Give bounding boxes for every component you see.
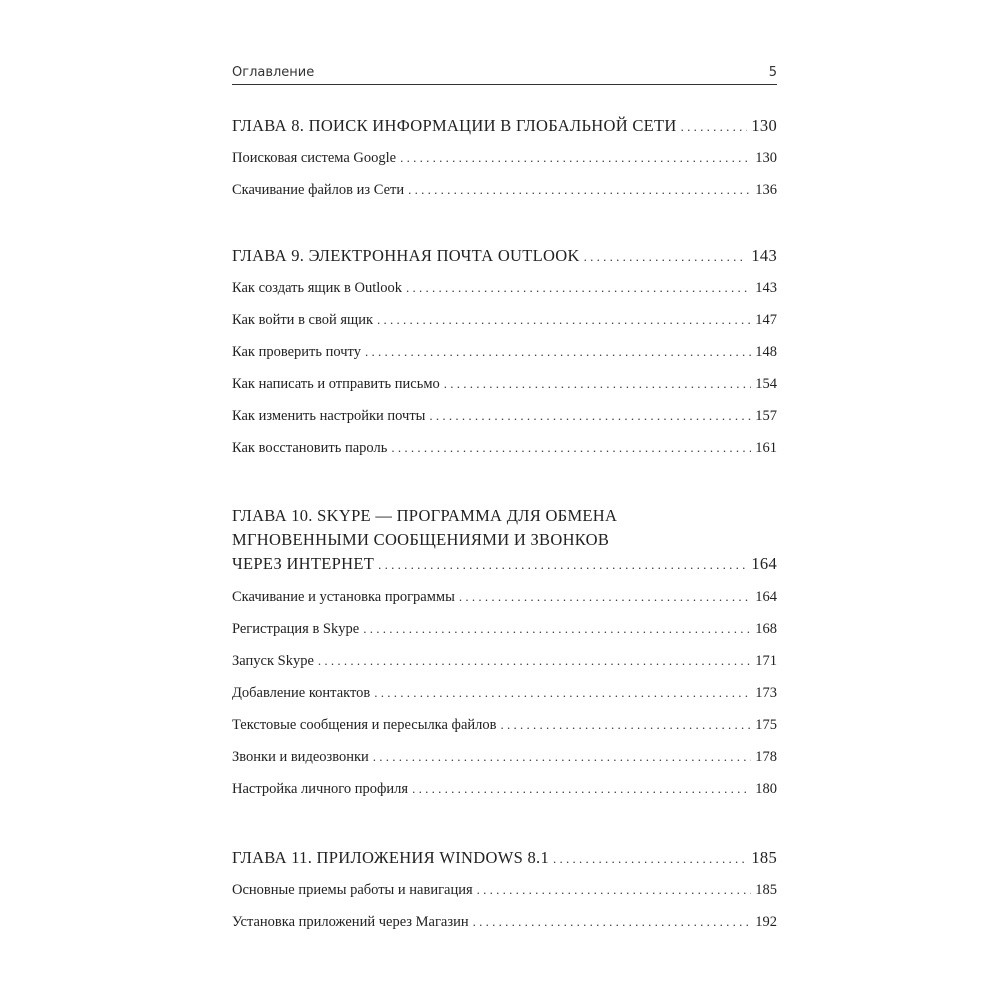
chapter-8 [232, 114, 777, 202]
section-page: 161 [755, 440, 777, 456]
dot-leader [406, 276, 751, 300]
toc-entry[interactable] [232, 745, 777, 769]
chapter-heading[interactable] [232, 504, 777, 577]
dot-leader [477, 878, 752, 902]
toc-entry[interactable] [232, 713, 777, 737]
chapter-page: 130 [751, 116, 777, 135]
dot-leader [553, 847, 747, 871]
section-page: 180 [755, 781, 777, 797]
dot-leader [473, 910, 752, 934]
toc-entry[interactable] [232, 404, 777, 428]
dot-leader [429, 404, 751, 428]
section-title: Текстовые сообщения и пересылка файлов [232, 717, 497, 733]
section-page: 157 [755, 408, 777, 424]
section-title: Звонки и видеозвонки [232, 749, 369, 765]
chapter-page: 143 [751, 246, 777, 265]
section-page: 148 [755, 344, 777, 360]
toc-entry[interactable] [232, 308, 777, 332]
section-page: 168 [755, 621, 777, 637]
section-title: Как изменить настройки почты [232, 408, 426, 424]
section-title: Основные приемы работы и навигация [232, 882, 473, 898]
section-page: 143 [755, 280, 777, 296]
section-title: Регистрация в Skype [232, 621, 360, 637]
chapter-9 [232, 244, 777, 460]
section-page: 164 [755, 589, 777, 605]
toc-page [232, 62, 777, 930]
chapter-10 [232, 504, 777, 801]
section-title: Запуск Skype [232, 653, 314, 669]
toc-entry[interactable] [232, 649, 777, 673]
toc-entry[interactable] [232, 681, 777, 705]
chapter-title-line: ЧЕРЕЗ ИНТЕРНЕТ [232, 554, 375, 573]
chapter-heading[interactable] [232, 244, 777, 268]
toc-entry[interactable] [232, 910, 777, 934]
toc-entry[interactable] [232, 146, 777, 170]
section-page: 136 [755, 182, 777, 198]
toc-entry[interactable] [232, 617, 777, 641]
section-title: Скачивание файлов из Сети [232, 182, 405, 198]
toc-entry[interactable] [232, 777, 777, 801]
toc-entry[interactable] [232, 178, 777, 202]
dot-leader [681, 115, 748, 139]
dot-leader [400, 146, 751, 170]
dot-leader [363, 617, 751, 641]
toc-entry[interactable] [232, 436, 777, 460]
dot-leader [365, 340, 751, 364]
chapter-title: ГЛАВА 9. ЭЛЕКТРОННАЯ ПОЧТА OUTLOOK [232, 246, 580, 265]
chapter-page: 164 [751, 554, 777, 573]
dot-leader [318, 649, 751, 673]
section-title: Поисковая система Google [232, 150, 397, 166]
dot-leader [444, 372, 751, 396]
dot-leader [412, 777, 751, 801]
section-title: Как создать ящик в Outlook [232, 280, 403, 296]
chapter-title: ГЛАВА 8. ПОИСК ИНФОРМАЦИИ В ГЛОБАЛЬНОЙ СЕТИ [232, 116, 677, 135]
page-number: 5 [768, 65, 777, 80]
dot-leader [408, 178, 751, 202]
dot-leader [377, 308, 751, 332]
section-title: Как восстановить пароль [232, 440, 388, 456]
section-title: Скачивание и установка программы [232, 589, 455, 605]
running-head [232, 62, 777, 85]
section-title: Добавление контактов [232, 685, 371, 701]
section-title: Настройка личного профиля [232, 781, 409, 797]
chapter-title-line: МГНОВЕННЫМИ СООБЩЕНИЯМИ И ЗВОНКОВ [232, 530, 610, 549]
dot-leader [459, 585, 751, 609]
section-page: 147 [755, 312, 777, 328]
dot-leader [373, 745, 751, 769]
section-page: 178 [755, 749, 777, 765]
dot-leader [374, 681, 751, 705]
section-title: Как проверить почту [232, 344, 361, 360]
section-title: Установка приложений через Магазин [232, 914, 469, 930]
chapter-11 [232, 846, 777, 934]
section-page: 171 [755, 653, 777, 669]
chapter-heading[interactable] [232, 114, 777, 138]
dot-leader [584, 245, 748, 269]
dot-leader [500, 713, 751, 737]
toc-entry[interactable] [232, 585, 777, 609]
section-title: Как написать и отправить письмо [232, 376, 440, 392]
chapter-heading[interactable] [232, 846, 777, 870]
dot-leader [378, 553, 747, 577]
section-page: 192 [755, 914, 777, 930]
toc-entry[interactable] [232, 372, 777, 396]
section-page: 154 [755, 376, 777, 392]
section-title: Как войти в свой ящик [232, 312, 373, 328]
toc-entry[interactable] [232, 878, 777, 902]
section-page: 130 [755, 150, 777, 166]
toc-entry[interactable] [232, 340, 777, 364]
section-page: 175 [755, 717, 777, 733]
running-head-title: Оглавление [232, 65, 315, 80]
section-page: 173 [755, 685, 777, 701]
chapter-title: ГЛАВА 11. ПРИЛОЖЕНИЯ WINDOWS 8.1 [232, 848, 549, 867]
section-page: 185 [755, 882, 777, 898]
chapter-page: 185 [751, 848, 777, 867]
chapter-title-line: ГЛАВА 10. SKYPE — ПРОГРАММА ДЛЯ ОБМЕНА [232, 506, 618, 525]
toc-entry[interactable] [232, 276, 777, 300]
dot-leader [391, 436, 751, 460]
